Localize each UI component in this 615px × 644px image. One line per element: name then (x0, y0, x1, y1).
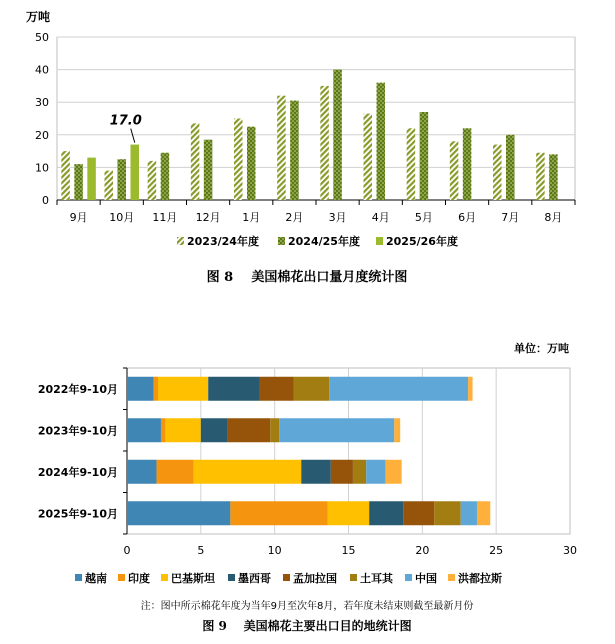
x-tick-labels (124, 544, 578, 557)
bar-2025-26-10 (131, 145, 140, 200)
bar-segment-item-2024-9-10 (127, 460, 157, 484)
bar-2023-24-7 (493, 145, 502, 200)
bar-2023-24-12 (191, 123, 200, 200)
y-tick-label: 0 (42, 194, 49, 207)
category-label: 2025年9-10月 (37, 507, 118, 521)
legend-label: 墨西哥 (238, 572, 271, 585)
bar-segment-item-2025-9-10 (477, 501, 490, 525)
bar-segment-item-2023-9-10 (270, 418, 279, 442)
annotation-label: 17.0 (109, 113, 142, 129)
stacked-bars (127, 377, 490, 526)
legend-swatch-2025-26 (376, 237, 383, 245)
x-tick-label: 30 (563, 544, 577, 557)
bar-2023-24-9 (61, 151, 69, 200)
footnote: 注：图中所示棉花年度为当年9月至次年8月，若年度未结束则截至最新月份 (140, 601, 474, 612)
bar-2024-25-1 (247, 127, 256, 200)
x-tick-label: 25 (489, 544, 504, 557)
bar-segment-item-2024-9-10 (193, 460, 301, 484)
category-labels (38, 368, 127, 534)
bar-segment-item-2022-9-10 (208, 377, 260, 401)
bar-segment-item-2024-9-10 (331, 460, 353, 484)
bar-segment-item-2025-9-10 (403, 501, 434, 525)
annotation-leader (131, 129, 135, 143)
x-tick-label: 2月 (285, 211, 304, 224)
bar-segment-item-2024-9-10 (157, 460, 194, 484)
bar-2023-24-5 (407, 128, 416, 200)
legend-swatch-item (161, 574, 168, 581)
y-tick-label: 20 (35, 128, 49, 142)
legend-label: 洪都拉斯 (458, 572, 502, 585)
legend (75, 571, 502, 585)
x-tick-labels (57, 200, 575, 224)
bar-2025-26-9 (87, 158, 96, 200)
legend-swatch-item (283, 574, 290, 581)
bar-segment-item-2023-9-10 (279, 418, 394, 442)
bar-segment-item-2022-9-10 (468, 377, 472, 401)
bar-2024-25-12 (204, 140, 213, 200)
x-tick-label: 20 (415, 544, 430, 557)
bar-segment-item-2022-9-10 (329, 377, 468, 401)
unit-label: 单位：万吨 (514, 342, 569, 355)
x-tick-label: 11月 (152, 211, 178, 224)
annotations (110, 114, 142, 143)
y-tick-label: 40 (35, 63, 49, 77)
x-tick-label: 3月 (328, 211, 347, 224)
x-tick-label: 9月 (69, 211, 88, 224)
bar-segment-item-2025-9-10 (461, 501, 477, 525)
legend-swatch-item (405, 574, 412, 581)
legend-label: 中国 (415, 572, 437, 585)
bar-2023-24-10 (105, 171, 114, 200)
bar-2024-25-3 (333, 70, 342, 200)
x-tick-label: 4月 (371, 211, 390, 224)
legend-label: 巴基斯坦 (171, 572, 215, 585)
legend (177, 234, 458, 248)
legend-swatch-item (118, 574, 125, 581)
x-tick-label: 6月 (458, 211, 477, 224)
x-tick-label: 15 (341, 544, 356, 557)
bar-2023-24-1 (234, 119, 243, 201)
legend-swatch-2024-25 (278, 237, 285, 245)
bar-segment-item-2024-9-10 (366, 460, 385, 484)
bar-2024-25-2 (290, 101, 299, 200)
legend-label: 孟加拉国 (293, 572, 337, 585)
legend-label: 印度 (128, 572, 150, 585)
bar-segment-item-2023-9-10 (161, 418, 165, 442)
bar-segment-item-2022-9-10 (294, 377, 329, 401)
legend-label: 2025/26年度 (386, 235, 458, 248)
x-tick-label: 10 (267, 544, 282, 557)
bar-segment-item-2025-9-10 (230, 501, 327, 525)
x-tick-label: 5月 (414, 211, 433, 224)
bar-segment-item-2022-9-10 (158, 377, 208, 401)
x-tick-label: 5 (197, 544, 205, 557)
bar-segment-item-2023-9-10 (394, 418, 400, 442)
bar-segment-item-2025-9-10 (434, 501, 461, 525)
x-tick-label: 1月 (242, 211, 261, 224)
bar-segment-item-2025-9-10 (328, 501, 369, 525)
bar-2024-25-8 (549, 154, 558, 200)
x-tick-label: 7月 (501, 211, 520, 224)
x-tick-label: 12月 (195, 211, 221, 224)
bar-2024-25-6 (463, 128, 472, 200)
bar-2024-25-4 (377, 83, 386, 200)
legend-swatch-item (448, 574, 455, 581)
y-tick-label: 10 (35, 161, 49, 175)
bar-2024-25-7 (506, 135, 515, 200)
bar-2024-25-9 (74, 164, 83, 200)
bar-segment-item-2024-9-10 (385, 460, 401, 484)
legend-swatch-2023-24 (177, 237, 184, 245)
y-axis-unit-label: 万吨 (26, 10, 51, 24)
category-label: 2024年9-10月 (37, 465, 118, 479)
figure-9-caption: 图 9 美国棉花主要出口目的地统计图 (202, 619, 412, 633)
bar-segment-item-2022-9-10 (260, 377, 294, 401)
bar-2023-24-8 (536, 153, 545, 200)
bar-2023-24-2 (277, 96, 286, 200)
bar-segment-item-2022-9-10 (154, 377, 158, 401)
x-tick-label: 10月 (109, 211, 135, 224)
bar-segment-item-2023-9-10 (165, 418, 200, 442)
bar-segment-item-2025-9-10 (127, 501, 230, 525)
figure-8-caption: 图 8 美国棉花出口量月度统计图 (206, 270, 408, 285)
bar-2024-25-10 (118, 159, 127, 200)
legend-label: 2024/25年度 (288, 235, 360, 248)
legend-swatch-item (350, 574, 357, 581)
bar-2024-25-11 (161, 153, 170, 200)
bar-segment-item-2023-9-10 (227, 418, 270, 442)
legend-swatch-item (228, 574, 235, 581)
export-destination-chart (38, 341, 577, 633)
y-tick-labels (35, 31, 49, 207)
bar-2023-24-4 (364, 114, 373, 200)
category-label: 2023年9-10月 (37, 424, 118, 438)
category-label: 2022年9-10月 (37, 382, 118, 396)
x-tick-label: 0 (123, 544, 131, 557)
legend-label: 2023/24年度 (187, 235, 259, 248)
legend-label: 越南 (85, 572, 107, 585)
bar-segment-item-2023-9-10 (127, 418, 161, 442)
legend-label: 土耳其 (360, 572, 393, 585)
x-tick-label: 8月 (544, 211, 563, 224)
bar-2023-24-3 (320, 86, 329, 200)
bar-2023-24-11 (148, 161, 157, 200)
monthly-export-chart (26, 9, 575, 285)
bar-2024-25-5 (420, 112, 429, 200)
bar-segment-item-2024-9-10 (353, 460, 366, 484)
bar-segment-item-2022-9-10 (127, 377, 154, 401)
y-tick-label: 30 (35, 96, 49, 110)
y-tick-label: 50 (35, 31, 49, 44)
bar-segment-item-2025-9-10 (369, 501, 403, 525)
bar-segment-item-2024-9-10 (301, 460, 331, 484)
bar-segment-item-2023-9-10 (201, 418, 228, 442)
bar-2023-24-6 (450, 141, 459, 200)
legend-swatch-item (75, 574, 82, 581)
